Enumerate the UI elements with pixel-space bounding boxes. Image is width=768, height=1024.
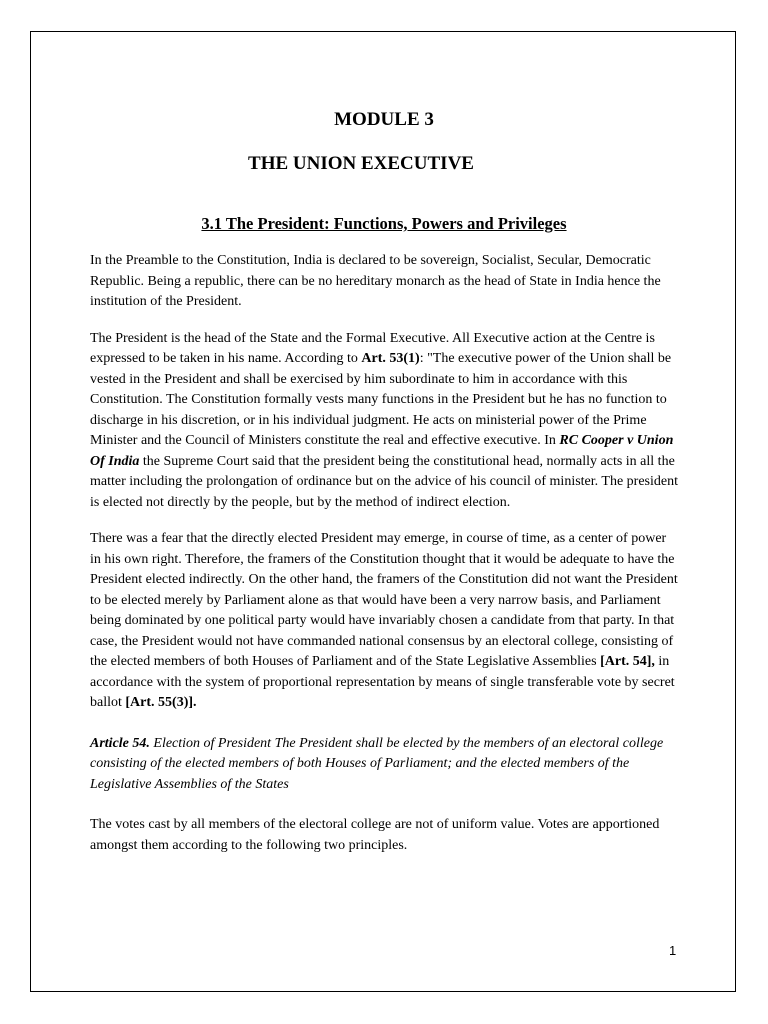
case-citation: RC Cooper v Union Of India xyxy=(90,433,674,469)
paragraph-text: in accordance with the system of proportional representation by means of single transferable vote by secret ballot xyxy=(90,654,675,710)
article-reference: [Art. 54], xyxy=(600,654,655,669)
article-quote: Election of President The President shall be elected by the members of an electoral college consisting of the elected members of both Houses of Parliament; and the elected members of the Legislative Assemblies of the States xyxy=(90,735,664,792)
article-label: Article 54. xyxy=(90,735,150,751)
paragraph-text: The President is the head of the State and the Formal Executive. All Executive action at the Centre is expressed to be taken in his name. According to xyxy=(90,330,655,366)
paragraph-text: There was a fear that the directly elected President may emerge, in course of time, as a center of power in his own right. Therefore, the framers of the Constitution thought that it would be adequate to have the President elected indirectly. On the other hand, the framers of the Constitution did not want the President to be elected merely by Parliament alone as that would have been a very narrow basis, and Parliament being dominated by one political party would have invariably chosen a candidate from that party. In that case, the President would not have commanded national consensus by an electoral college, consisting of the elected members of both Houses of Parliament and of the State Legislative Assemblies xyxy=(90,531,678,669)
paragraph-president-head xyxy=(90,329,680,514)
paragraph-text: : "The executive power of the Union shall be vested in the President and shall be exercised by him subordinate to him in accordance with this Constitution. The Constitution formally vests many functions in the President but he has no function to discharge in his discretion, or in his individual judgment. He acts on ministerial power of the Prime Minister and the Council of Ministers constitute the real and effective executive. In xyxy=(90,351,672,448)
paragraph-preamble: In the Preamble to the Constitution, India is declared to be sovereign, Socialist, Secular, Democratic Republic. Being a republic, there can be no hereditary monarch as the head of State in India hence the institution of the President. xyxy=(90,253,661,309)
document-body xyxy=(90,251,680,872)
paragraph-text: the Supreme Court said that the president being the constitutional head, normally acts in all the matter including the prolongation of ordinance but on the advice of his council of minister. The president is elected not directly by the people, but by the method of indirect election. xyxy=(90,453,678,510)
section-heading: 3.1 The President: Functions, Powers and Privileges xyxy=(201,214,567,233)
unit-heading: THE UNION EXECUTIVE xyxy=(248,153,474,174)
paragraph-indirect-election xyxy=(90,529,680,714)
paragraph-article-54 xyxy=(90,734,680,796)
module-heading: MODULE 3 xyxy=(334,109,434,130)
article-reference: Art. 53(1) xyxy=(361,351,420,366)
paragraph-votes: The votes cast by all members of the electoral college are not of uniform value. Votes are apportioned amongst them according to the following two principles. xyxy=(90,817,660,853)
page-number: 1 xyxy=(669,943,677,958)
article-reference: [Art. 55(3)]. xyxy=(125,695,197,710)
